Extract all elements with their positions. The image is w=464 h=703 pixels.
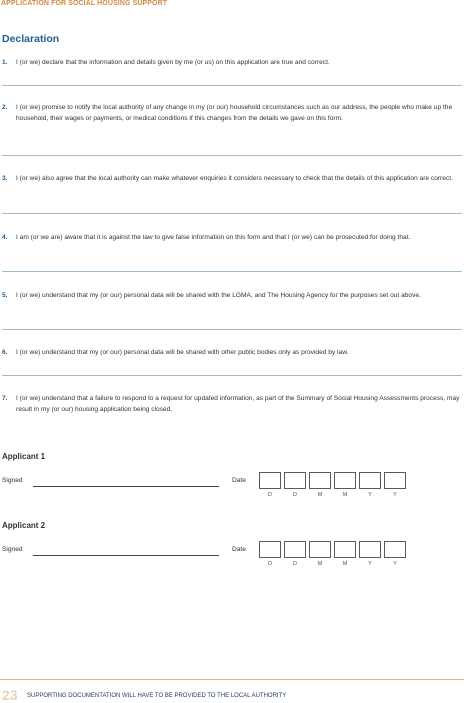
date-box-day-1[interactable] xyxy=(259,541,281,558)
applicant-1-date-boxes xyxy=(259,472,406,489)
item-text: I (or we) promise to notify the local authority of any change in my (or our) household circumstances such as our address, the people who make up the household, their wages or payments, or medical conditions if this changes from the details we gave on this form. xyxy=(16,104,453,123)
divider xyxy=(2,155,462,156)
divider xyxy=(2,213,462,214)
divider xyxy=(2,375,462,376)
date-letter: Y xyxy=(368,492,372,498)
page-number: 23 xyxy=(2,687,18,703)
date-letter: Y xyxy=(393,561,397,567)
declaration-item-2 xyxy=(2,102,460,125)
date-box-day-2[interactable] xyxy=(284,472,306,489)
item-text: I (or we) declare that the information and details given by me (or us) on this application are true and correct. xyxy=(16,59,330,66)
item-number: 7. xyxy=(2,395,8,402)
declaration-item-5 xyxy=(2,290,460,301)
applicant-1-signed-label: Signed xyxy=(2,477,23,484)
item-number: 2. xyxy=(2,104,8,111)
applicant-1-date-label: Date xyxy=(232,477,246,484)
date-letter: M xyxy=(317,561,323,567)
applicant-1-signature-line[interactable] xyxy=(33,486,219,487)
date-letter: M xyxy=(342,561,348,567)
applicant-2-date-boxes xyxy=(259,541,406,558)
declaration-item-4 xyxy=(2,232,460,243)
item-number: 5. xyxy=(2,292,8,299)
date-letter: D xyxy=(293,561,297,567)
date-letter: D xyxy=(293,492,297,498)
declaration-item-3 xyxy=(2,173,460,184)
date-letter: D xyxy=(268,492,272,498)
date-box-year-1[interactable] xyxy=(359,541,381,558)
item-text: I am (or we are) aware that it is against the law to give false information on this form and that I (or we) can be prosecuted for doing that. xyxy=(16,234,411,241)
date-letter: Y xyxy=(393,492,397,498)
date-box-day-1[interactable] xyxy=(259,472,281,489)
item-text: I (or we) understand that my (or our) personal data will be shared with other public bodies only as provided by law. xyxy=(16,349,349,356)
date-letter: D xyxy=(268,561,272,567)
divider xyxy=(2,329,462,330)
date-letter: M xyxy=(342,492,348,498)
document-header: APPLICATION FOR SOCIAL HOUSING SUPPORT xyxy=(1,0,168,7)
date-letter: Y xyxy=(368,561,372,567)
date-box-month-1[interactable] xyxy=(309,472,331,489)
date-box-month-2[interactable] xyxy=(334,541,356,558)
applicant-2-signed-label: Signed xyxy=(2,546,23,553)
item-text: I (or we) understand that my (or our) personal data will be shared with the LGMA, and The Housing Agency for the purposes set out above. xyxy=(16,292,421,299)
item-number: 6. xyxy=(2,349,8,356)
date-box-year-2[interactable] xyxy=(384,541,406,558)
applicant-2-title: Applicant 2 xyxy=(2,521,46,530)
applicant-2-date-format xyxy=(259,561,406,567)
footer-divider xyxy=(0,679,464,680)
date-box-month-1[interactable] xyxy=(309,541,331,558)
item-number: 4. xyxy=(2,234,8,241)
date-box-year-1[interactable] xyxy=(359,472,381,489)
item-number: 3. xyxy=(2,175,8,182)
section-title: Declaration xyxy=(2,33,60,45)
footer-note: SUPPORTING DOCUMENTATION WILL HAVE TO BE PROVIDED TO THE LOCAL AUTHORITY xyxy=(27,693,287,699)
item-text: I (or we) also agree that the local authority can make whatever enquiries it considers necessary to check that the details of this application are correct. xyxy=(16,175,453,182)
applicant-1-title: Applicant 1 xyxy=(2,452,46,461)
date-letter: M xyxy=(317,492,323,498)
declaration-item-1 xyxy=(2,57,460,68)
declaration-item-6 xyxy=(2,347,460,358)
divider xyxy=(2,85,462,86)
applicant-2-signature-line[interactable] xyxy=(33,555,219,556)
item-number: 1. xyxy=(2,59,8,66)
applicant-2-date-label: Date xyxy=(232,546,246,553)
declaration-item-7 xyxy=(2,393,460,416)
date-box-month-2[interactable] xyxy=(334,472,356,489)
divider xyxy=(2,271,462,272)
date-box-day-2[interactable] xyxy=(284,541,306,558)
date-box-year-2[interactable] xyxy=(384,472,406,489)
item-text: I (or we) understand that a failure to respond to a request for updated information, as part of the Summary of Social Housing Assessments process, may result in my (or our) housing application being closed. xyxy=(16,395,460,414)
applicant-1-date-format xyxy=(259,492,406,498)
